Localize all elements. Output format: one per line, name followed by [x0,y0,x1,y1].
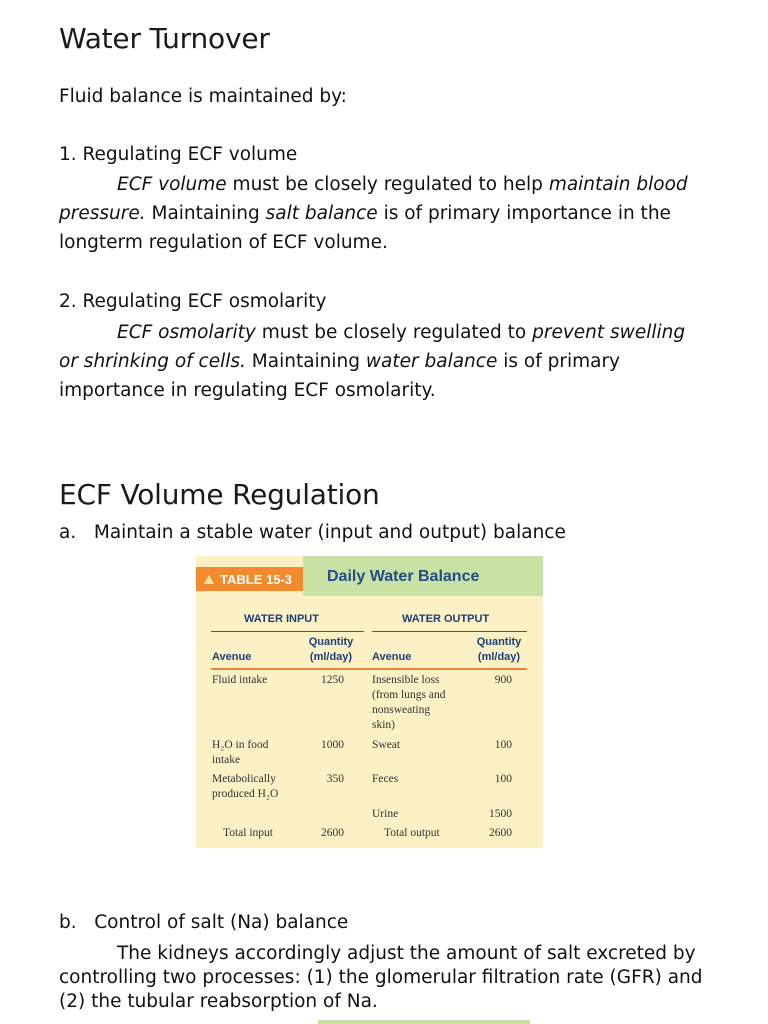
output-avenue-header: Avenue [372,651,412,663]
output-avenue-urine: Urine [372,808,399,820]
point-b: b. Control of salt (Na) balance [59,912,349,933]
section2-title: ECF Volume Regulation [59,478,380,511]
item1-line2: pressure. Maintaining salt balance is of primary importance in the [59,203,671,224]
item2-line3: importance in regulating ECF osmolarity. [59,380,436,401]
item2-heading: 2. Regulating ECF osmolarity [59,291,327,312]
item1-heading: 1. Regulating ECF volume [59,144,298,165]
output-avenue-sweat: Sweat [372,739,401,751]
input-avenue-metabolic: Metabolically produced H₂O [212,773,279,800]
point-a: a. Maintain a stable water (input and output) balance [59,522,566,543]
output-avenue-insensible: Insensible loss (from lungs and nonsweating skin) [372,674,446,731]
input-avenue-fluid: Fluid intake [212,674,268,686]
input-qty-header: Quantity (ml/day) [308,636,354,663]
output-qty-insensible: 900 [494,674,512,686]
output-qty-urine: 1500 [489,808,512,820]
output-rule [372,631,527,632]
page-title: Water Turnover [59,22,270,55]
water-input-header: WATER INPUT [244,613,319,625]
output-avenue-feces: Feces [372,773,399,785]
output-qty-header: Quantity (ml/day) [476,636,522,663]
input-qty-fluid: 1250 [321,674,344,686]
total-input-value: 2600 [321,827,344,839]
table-tag: TABLE 15-3 [196,567,303,591]
output-qty-sweat: 100 [494,739,512,751]
total-output-value: 2600 [489,827,512,839]
table-title: Daily Water Balance [327,568,480,585]
input-avenue-header: Avenue [212,651,252,663]
intro-text: Fluid balance is maintained by: [59,86,347,107]
triangle-icon [204,575,214,584]
item1-line3: longterm regulation of ECF volume. [59,232,388,253]
header-orange-rule [211,668,527,670]
water-output-header: WATER OUTPUT [402,613,490,625]
output-qty-feces: 100 [494,773,512,785]
para-b-line3: (2) the tubular reabsorption of Na. [59,991,378,1012]
item2-line2: or shrinking of cells. Maintaining water balance is of primary [59,351,620,372]
daily-water-balance-table [196,556,543,848]
total-output-label: Total output [384,827,440,839]
para-b-line1: The kidneys accordingly adjust the amount of salt excreted by [117,943,696,964]
next-table-edge [318,1020,530,1024]
para-b-line2: controlling two processes: (1) the glomerular filtration rate (GFR) and [59,967,703,988]
total-input-label: Total input [223,827,273,839]
item1-line1: ECF volume must be closely regulated to help maintain blood [117,174,688,195]
item2-line1: ECF osmolarity must be closely regulated to prevent swelling [117,322,686,343]
input-rule [211,631,364,632]
input-avenue-food: H₂O in food intake [212,739,269,766]
input-qty-metabolic: 350 [326,773,344,785]
input-qty-food: 1000 [321,739,344,751]
